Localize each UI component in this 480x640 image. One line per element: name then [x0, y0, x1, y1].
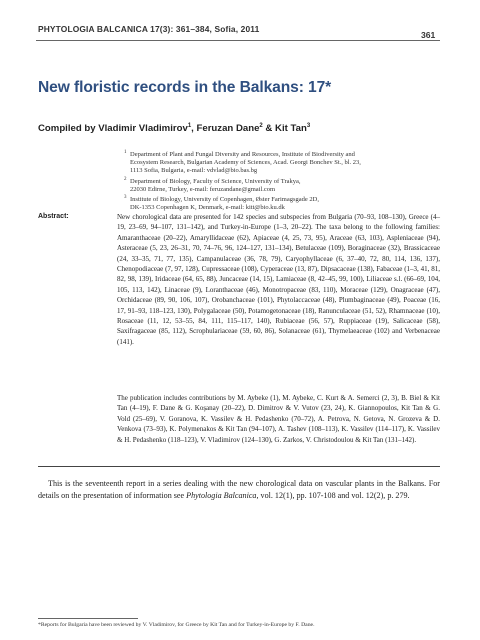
paper-title: New floristic records in the Balkans: 17*	[38, 79, 332, 96]
author-name: Feruzan Dane	[196, 123, 260, 135]
journal-reference: Phytologia Balcanica	[186, 491, 257, 501]
author-separator: &	[262, 123, 276, 135]
abstract-text: New chorological data are presented for 142 species and subspecies from Bulgaria (70–93, 108–130), Greece (4–19, 23–69, 94–107, 131–142), and Turkey-in-Europe (1–3, 20–22). The taxa belong to the following families: Amaranthaceae (20–22), Amaryllidaceae (62), Apiaceae (4, 25, 73, 95), Araceae (63, 103), Aspleniaceae (94), Asteraceae (5, 23, 26–31, 70, 74–76, 96, 124–127, 131–134), Betulaceae (109), Boraginaceae (32), Brassicaceae (24, 33–35, 71, 77, 135), Campanulaceae (36, 78, 79), Caryophyllaceae (6, 37–40, 72, 80, 114, 136, 137), Chenopodiaceae (7, 97, 128), Cupressaceae (108), Cyperaceae (13, 87), Dipsacaceae (138), Fabaceae (1–3, 41, 81, 82, 98, 139), Iridaceae (64, 65, 88), Juncaceae (14, 15), Lamiaceae (8, 42–45, 99, 100), Liliaceae s.l. (66–69, 104, 105, 113, 142), Linaceae (9), Loranthaceae (46), Monotropaceae (83, 110), Moraceae (129), Onagraceae (47), Orchidaceae (89, 90, 106, 107), Orobanchaceae (101), Phytolaccaceae (48), Plumbaginaceae (49), Poaceae (16, 17, 91–93, 118–123, 130), Polygalaceae (50), Potamogetonaceae (18), Ranunculaceae (51, 52), Rhamnaceae (10), Rosaceae (11, 12, 53–55, 84, 111, 115–117, 140), Rubiaceae (56, 57), Ruppiaceae (19), Salicaceae (58), Saxifragaceae (85, 112), Scrophulariaceae (59, 60, 86), Solanaceae (61), Thymelaeaceae (102) and Verbenaceae (141).	[117, 213, 440, 346]
affiliation-line: Department of Plant and Fungal Diversity and Resources, Institute of Biodiversity and	[130, 151, 355, 158]
footnote-divider	[38, 618, 138, 619]
author-name: Vladimir Vladimirov	[98, 123, 188, 135]
affiliation-number: 1	[124, 150, 127, 155]
intro-text: This is the seventeenth report in a series dealing with the new chorological data on vascular plants in the Balkans. For details on the presentation of information see	[38, 479, 440, 501]
author-affiliation-marker: 3	[306, 123, 311, 129]
section-divider	[38, 466, 440, 467]
intro-text: , vol. 12(1), pp. 107-108 and vol. 12(2), p. 279.	[256, 491, 410, 501]
affiliation-line: Ecosystem Research, Bulgarian Academy of Sciences, Acad. Georgi Bonchev St., bl. 23,	[130, 159, 361, 167]
affiliation	[124, 195, 440, 212]
affiliation	[124, 150, 440, 175]
affiliation	[124, 177, 440, 194]
affiliation-line: 1113 Sofia, Bulgaria, e-mail: vdvlad@bio.bas.bg	[130, 167, 258, 175]
author-name: Kit Tan	[275, 123, 307, 135]
affiliation-line: DK-1353 Copenhagen K, Denmark, e-mail: kitt@bio.ku.dk	[130, 204, 285, 212]
page-number: 361	[421, 30, 436, 40]
compiled-by-label: Compiled by	[38, 123, 99, 135]
affiliation-line: Institute of Biology, University of Copenhagen, Øster Farimagsgade 2D,	[130, 196, 319, 203]
author-affiliation-marker: 1	[187, 123, 192, 129]
journal-header: PHYTOLOGIA BALCANICA 17(3): 361–384, Sofia, 2011	[38, 24, 260, 34]
author-separator: ,	[191, 123, 197, 135]
intro-paragraph	[38, 478, 440, 503]
affiliation-number: 2	[124, 177, 127, 182]
header-divider	[36, 40, 440, 41]
abstract-label: Abstract:	[38, 213, 69, 220]
affiliation-line: Department of Biology, Faculty of Science, University of Trakya,	[130, 178, 301, 185]
affiliation-line: 22030 Edirne, Turkey, e-mail: feruzandane@gmail.com	[130, 186, 276, 194]
affiliation-number: 3	[124, 195, 127, 200]
author-affiliation-marker: 2	[259, 123, 263, 129]
author-line	[38, 123, 310, 134]
footnote: *Reports for Bulgaria have been reviewed by V. Vladimirov, for Greece by Kit Tan and for Turkey-in-Europe by F. Dane.	[38, 622, 315, 628]
contributions-text: The publication includes contributions by M. Aybeke (1), M. Aybeke, C. Kurt & A. Semerci (2, 3), B. Biel & Kit Tan (4–19), F. Dane & G. Koşanay (20–22), D. Dimitrov & V. Vutov (23, 24), K. Giannopoulos, Kit Tan & G. Vold (25–69), V. Goranova, K. Vassilev & H. Pedashenko (70–72), A. Petrova, N. Getova, N. Grozeva & D. Venkova (73–93), K. Polymenakos & Kit Tan (94–107), A. Tashev (108–113), K. Vassilev (114–117), K. Vassilev & H. Pedashenko (118–123), V. Vladimirov (124–130), G. Zarkos, V. Christodoulou & Kit Tan (131–142).	[117, 394, 440, 444]
